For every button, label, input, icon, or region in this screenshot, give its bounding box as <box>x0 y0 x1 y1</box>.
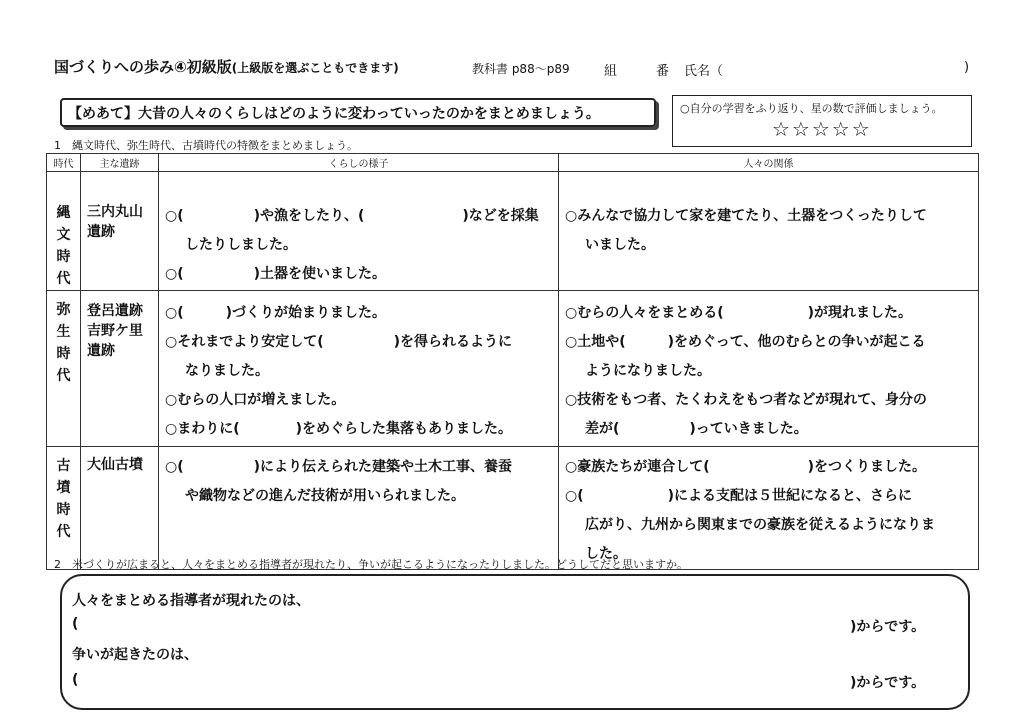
life-line: ○( )により伝えられた建築や土木工事、養蚕 <box>165 459 513 475</box>
relations-line: ○技術をもつ者、たくわえをもつ者などが現れて、身分の <box>565 392 927 408</box>
site-names <box>81 172 159 291</box>
relations-line: ○( )による支配は５世紀になると、さらに <box>565 488 913 504</box>
name-paren-close: ) <box>964 60 970 75</box>
era-name <box>47 447 81 570</box>
leader-prompt: 人々をまとめる指導者が現れたのは、 <box>72 593 310 609</box>
relations-line: した。 <box>585 546 627 562</box>
table-row-yayoi <box>47 291 979 447</box>
class-label: 組 <box>604 64 618 79</box>
title-sub: (上級版を選ぶこともできます) <box>231 61 399 75</box>
era-char: 代 <box>56 271 71 287</box>
goal-text: 【めあて】大昔の人々のくらしはどのように変わっていったのかをまとめましょう。 <box>68 106 600 122</box>
life-line: ○むらの人口が増えました。 <box>165 392 346 408</box>
header-relations: 人々の関係 <box>559 154 979 172</box>
life-cell[interactable] <box>159 172 559 291</box>
era-char: 代 <box>56 524 71 540</box>
era-char: 弥 <box>56 302 71 318</box>
relations-line: ようになりました。 <box>585 363 711 379</box>
life-cell[interactable] <box>159 291 559 447</box>
era-char: 古 <box>56 458 71 474</box>
leader-answer-close: )からです。 <box>850 619 926 635</box>
relations-line: ○豪族たちが連合して( )をつくりました。 <box>565 459 927 475</box>
relations-line: いました。 <box>585 237 655 253</box>
era-char: 生 <box>56 324 71 340</box>
relations-line: 広がり、九州から関東までの豪族を従えるようになりま <box>585 517 935 533</box>
question-1: 1 縄文時代、弥生時代、古墳時代の特徴をまとめましょう。 <box>54 139 358 152</box>
number-label: 番 <box>656 64 670 79</box>
era-char: 墳 <box>56 480 71 496</box>
era-char: 縄 <box>56 205 71 221</box>
table-row-kofun <box>47 447 979 570</box>
era-char: 時 <box>56 502 71 518</box>
era-name <box>47 172 81 291</box>
life-line: や織物などの進んだ技術が用いられました。 <box>185 488 465 504</box>
relations-line: ○土地や( )をめぐって、他のむらとの争いが起こる <box>565 334 926 350</box>
site-name: 三内丸山 <box>87 204 143 220</box>
header-era: 時代 <box>47 154 81 172</box>
life-line: ○まわりに( )をめぐらした集落もありました。 <box>165 421 513 437</box>
conflict-answer-close: )からです。 <box>850 675 926 691</box>
header-life: くらしの様子 <box>159 154 559 172</box>
conflict-answer-open[interactable]: ( <box>72 672 79 688</box>
relations-cell[interactable] <box>559 447 979 570</box>
relations-cell[interactable] <box>559 291 979 447</box>
life-cell[interactable] <box>159 447 559 570</box>
era-char: 代 <box>56 368 71 384</box>
table-row-jomon <box>47 172 979 291</box>
title-main: 国づくりへの歩み④初級版 <box>54 58 232 76</box>
site-name: 吉野ケ里 <box>87 323 143 339</box>
life-line: ○( )土器を使いました。 <box>165 266 387 282</box>
site-name: 遺跡 <box>87 343 115 359</box>
header-sites: 主な遺跡 <box>81 154 159 172</box>
site-name: 遺跡 <box>87 224 115 240</box>
rating-stars[interactable]: ☆☆☆☆☆ <box>772 117 872 141</box>
relations-line: 差が( )っていきました。 <box>585 421 808 437</box>
era-char: 時 <box>56 346 71 362</box>
page-title <box>54 56 399 77</box>
relations-cell[interactable] <box>559 172 979 291</box>
self-evaluation-instruction: ○自分の学習をふり返り、星の数で評価しましょう。 <box>680 102 943 115</box>
era-char: 時 <box>56 249 71 265</box>
relations-line: ○みんなで協力して家を建てたり、土器をつくったりして <box>565 208 927 224</box>
site-names <box>81 447 159 570</box>
era-name <box>47 291 81 447</box>
era-char: 文 <box>56 227 71 243</box>
question-2: 2 米づくりが広まると、人々をまとめる指導者が現れたり、争いが起こるようになったりしました。どうしてだと思いますか。 <box>54 558 688 571</box>
textbook-pages: 教科書 p88～p89 <box>472 62 570 76</box>
conflict-prompt: 争いが起きたのは、 <box>72 647 198 663</box>
relations-line: ○むらの人々をまとめる( )が現れました。 <box>565 305 913 321</box>
life-line: ○それまでより安定して( )を得られるように <box>165 334 513 350</box>
site-names <box>81 291 159 447</box>
site-name: 登呂遺跡 <box>87 303 143 319</box>
table-header-row <box>47 154 979 172</box>
life-line: ○( )づくりが始まりました。 <box>165 305 387 321</box>
name-label: 氏名（ <box>684 64 724 79</box>
life-line: ○( )や漁をしたり、( )などを採集 <box>165 208 539 224</box>
life-line: なりました。 <box>185 363 269 379</box>
leader-answer-open[interactable]: ( <box>72 616 79 632</box>
life-line: したりしました。 <box>185 237 297 253</box>
site-name: 大仙古墳 <box>87 457 143 473</box>
era-summary-table <box>46 153 979 570</box>
